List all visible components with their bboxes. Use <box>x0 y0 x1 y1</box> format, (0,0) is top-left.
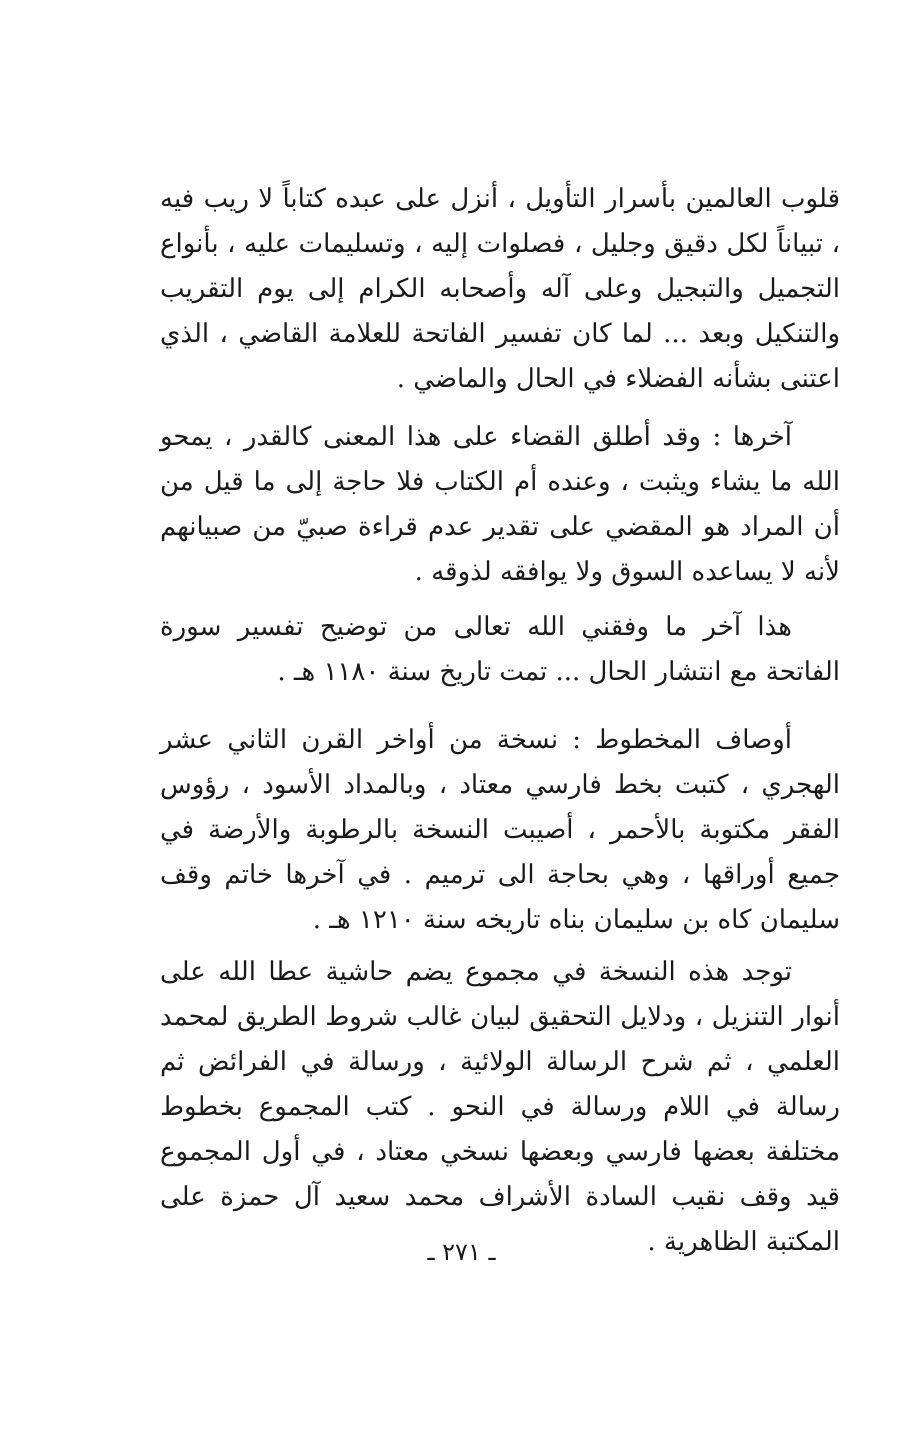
paragraph-colophon: هذا آخر ما وفقني الله تعالى من توضيح تفسير سورة الفاتحة مع انتشار الحال ... تمت تاريخ سنة ١١٨٠ هـ . <box>160 612 840 687</box>
paragraph-collection-note: توجد هذه النسخة في مجموع يضم حاشية عطا الله على أنوار التنزيل ، ودلايل التحقيق لبيان غالب شروط الطريق لمحمد العلمي ، ثم شرح الرسالة الولائية ، ورسالة في الفرائض ثم رسالة في اللام ورسالة في النحو . كتب المجموع بخطوط مختلفة بعضها فارسي وبعضها نسخي معتاد ، في أول المجموع قيد وقف نقيب السادة الأشراف محمد سعيد آل حمزة على المكتبة الظاهرية . <box>160 957 840 1257</box>
paragraph-ending: آخرها : وقد أطلق القضاء على هذا المعنى كالقدر ، يمحو الله ما يشاء ويثبت ، وعنده أم الكتاب فلا حاجة إلى ما قيل من أن المراد هو المقضي على تقدير عدم قراءة صبيّ من صبيانهم لأنه لا يساعده السوق ولا يوافقه لذوقه . <box>160 422 840 587</box>
paragraph-intro: قلوب العالمين بأسرار التأويل ، أنزل على عبده كتاباً لا ريب فيه ، تبياناً لكل دقيق وجليل ، فصلوات إليه ، وتسليمات عليه ، بأنواع التجميل والتبجيل وعلى آله وأصحابه الكرام إلى يوم التقريب والتنكيل وبعد ... لما كان تفسير الفاتحة للعلامة القاضي ، الذي اعتنى بشأنه الفضلاء في الحال والماضي . <box>160 184 840 394</box>
page-number: ـ ٢٧١ ـ <box>427 1238 496 1266</box>
paragraph-manuscript-description: أوصاف المخطوط : نسخة من أواخر القرن الثاني عشر الهجري ، كتبت بخط فارسي معتاد ، وبالمداد الأسود ، رؤوس الفقر مكتوبة بالأحمر ، أصيبت النسخة بالرطوبة والأرضة في جميع أوراقها ، وهي بحاجة الى ترميم . في آخرها خاتم وقف سليمان كاه بن سليمان بناه تاريخه سنة ١٢١٠ هـ . <box>160 725 840 935</box>
